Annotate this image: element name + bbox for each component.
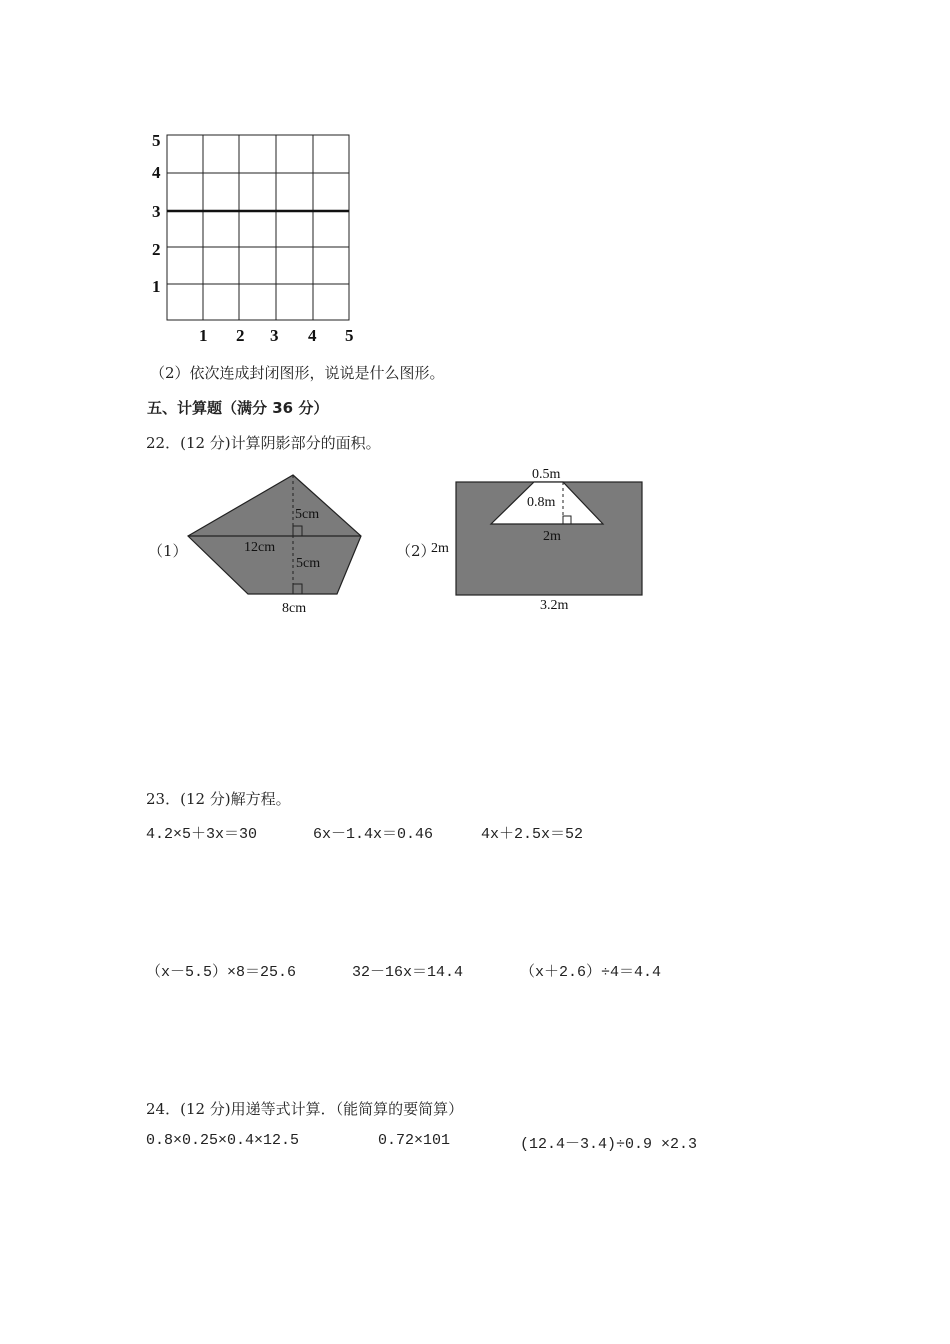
x-tick-4: 4: [308, 326, 317, 345]
figure-rectangle: [428, 460, 658, 620]
q23-eq-2: 6x－1.4x＝0.46: [313, 826, 434, 843]
x-tick-2: 2: [236, 326, 245, 345]
y-tick-4: 4: [152, 163, 161, 182]
coordinate-grid: [140, 125, 380, 350]
x-tick-1: 1: [199, 326, 208, 345]
x-tick-3: 3: [270, 326, 279, 345]
q22-title: 22．(12 分)计算阴影部分的面积。: [146, 434, 381, 452]
q23-eq-5: 32－16x＝14.4: [352, 964, 464, 981]
section-title: 五、计算题（满分 36 分）: [147, 399, 329, 417]
q23-eq-3: 4x＋2.5x＝52: [481, 826, 584, 843]
fig2-trap-bottom: 2m: [543, 529, 561, 544]
figure-pentagon: [180, 465, 380, 620]
fig2-width: 3.2m: [540, 598, 569, 613]
q21-part2-text: （2）依次连成封闭图形，说说是什么图形。: [150, 364, 445, 382]
y-tick-5: 5: [152, 131, 161, 150]
fig2-label: （2）: [396, 542, 436, 560]
fig2-trap-top: 0.5m: [532, 467, 561, 482]
fig2-height: 2m: [431, 541, 449, 556]
y-tick-1: 1: [152, 277, 161, 296]
y-tick-2: 2: [152, 240, 161, 259]
fig2-trap-height: 0.8m: [527, 495, 556, 510]
fig1-diagonal: 12cm: [244, 540, 276, 555]
fig1-bottom-height: 5cm: [296, 556, 321, 571]
q24-expr-1: 0.8×0.25×0.4×12.5: [146, 1132, 300, 1149]
y-tick-3: 3: [152, 202, 161, 221]
q24-expr-3: (12.4－3.4)÷0.9 ×2.3: [520, 1136, 698, 1153]
q24-title: 24．(12 分)用递等式计算．（能简算的要简算）: [146, 1100, 464, 1118]
q23-title: 23．(12 分)解方程。: [146, 790, 291, 808]
fig1-label: （1）: [148, 542, 188, 560]
fig1-top-height: 5cm: [295, 507, 320, 522]
x-tick-5: 5: [345, 326, 354, 345]
fig1-bottom-base: 8cm: [282, 601, 307, 616]
q23-eq-6: （x＋2.6）÷4＝4.4: [520, 964, 662, 981]
q23-eq-1: 4.2×5＋3x＝30: [146, 826, 258, 843]
q23-eq-4: （x－5.5）×8＝25.6: [146, 964, 297, 981]
q24-expr-2: 0.72×101: [378, 1132, 451, 1149]
